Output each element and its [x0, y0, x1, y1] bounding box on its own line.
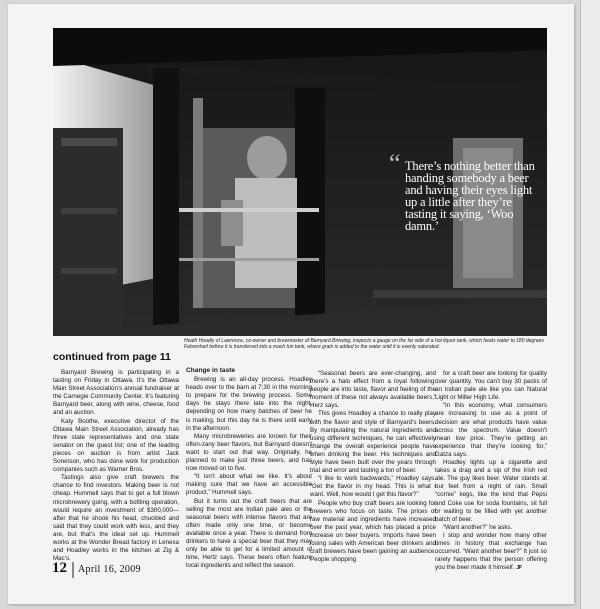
brewery-photo: [53, 28, 547, 336]
paragraph: “It isn’t about what we like. It’s about making sure that we have an accessible product,” Hummell says.: [186, 473, 312, 497]
article-column-3: [310, 370, 436, 564]
paragraph-text: I stop and wonder how many other times in history that exchange has occurred. “Want another beer?” It just so rarely happens that the person offering you the beer made it himself.: [435, 531, 547, 572]
paragraph: This gives Hoadley a chance to really play with the flavor and style of Barnyard’s beers. By manipulating the natural ingredients and using different techniques, he can effectively change the overall experience people have when drinking the beer. His techniques and style have been built over the years through trial and error and tasting a ton of beer.: [310, 410, 436, 475]
paragraph: “In this economy, what consumers are increasing to use as a point of decision are what products have value across the spectrum. Value doesn’t mean low price. They’re getting an experience that they’re looking for,” Gatza says.: [435, 402, 547, 458]
quote-mark-icon: “: [389, 149, 401, 178]
paragraph: Brewing is an all-day process. Hoadley heads over to the barn at 7:30 in the morning to prepare for the brewing process. Some days he stays there late into the night, depending on how many batches of beer he is making, but this day he is there until early in the afternoon.: [186, 376, 312, 432]
paragraph: “Seasonal beers are ever-changing, and there’s a halo effect from a loyal following: people are into taste, flavor and feeling of the moment of these not always available beers,” Herz says.: [310, 370, 436, 410]
paragraph: People who buy craft beers are looking for brewers who focus on taste. The prices of raw material and ingredients have increased over the past year, which has placed a price increase on beer buyers. Imports have been losing sales with American beer drinkers and craft brewers have been gaining an audience. People shopping: [310, 499, 436, 564]
paragraph: for a craft beer are looking for quality over quantity. You can’t buy 30 packs of an Indian pale ale like you can Natural Light or Miller High Life.: [435, 370, 547, 402]
paragraph: Hoadley lights up a cigarette and takes a drag and a sip of the Irish red ale. The guy likes beer. Water stands at our feet from a night of rain. Small “cornie” kegs, like the kind that Pepsi and Coke use for soda fountains, sit full or waiting to be filled with yet another batch of beer.: [435, 459, 547, 523]
article-column-1: [53, 369, 179, 563]
paragraph: “I like to work backwards,” Hoadley says. “Get the flavor in my head. This is what I want. Well, how would I get this flavor?”: [310, 475, 436, 499]
paragraph: Katy Boothe, executive director of the Ottawa Main Street Association, already has three state representatives and one state senator on the guest list; one of the leading pieces on auction is from artist Jack Sorenson, who has done work for production companies such as Warner Bros.: [53, 417, 179, 474]
paragraph: Many microbreweries are known for their often-zany beer flavors, but Barnyard doesn’t want to start out that way. Originally, he planned to make just three beers, and has now moved on to five.: [186, 432, 312, 473]
magazine-page: [8, 4, 574, 604]
article-column-2: [186, 367, 312, 570]
paragraph: Tastings also give craft brewers the chance to find investors. Making beer is not cheap. Hummell says that to get a full blown microbrewery going, with a bottling operation, would require an investment of $300,000—after that he shook his head, chuckled and said that they could work with less, and they are, but that’s the ideal set up. Hummell works at the Wonder Bread factory in Lenexa and Hoadley works in the kitchen at Zig & Mac’s.: [53, 474, 179, 563]
paragraph: “Want another?” he asks.: [443, 523, 513, 531]
end-mark: JP: [516, 565, 522, 572]
continued-heading: continued from page 11: [53, 351, 171, 363]
page-number: 12: [52, 560, 67, 576]
footer-divider: [72, 562, 74, 578]
issue-date: April 16, 2009: [78, 564, 141, 575]
paragraph: [435, 532, 547, 572]
paragraph: But it turns out the craft beers that are selling the most are Indian pale ales or the seasonal beers with intense flavors that are often made only one time, or become available once a year. There is demand from drinkers to have a special beer that they may only be able to get for a limited amount of time, Hertz says. These beers often feature local ingredients and reflect the season.: [186, 497, 312, 570]
photo-caption: Heath Hoadly of Lawrence, co-owner and brewmaster of Barnyard Brewing, inspects a gauge on the far side of a hot liquor tank, which heats water to 180 degrees Fahrenheit before it is transferred into a mash tun tank, where grain is added to the water until it is evenly saturated.: [184, 338, 544, 351]
pull-quote: There’s nothing better than handing somebody a beer and having their eyes light up a little after they’re tasting it saying, ‘Woo damn.’: [405, 159, 535, 233]
paragraph: Barnyard Brewing is participating in a tasting on Friday in Ottawa. It’s the Ottawa Main Street Association’s annual fundraiser at the Carnegie Community Center. It’s featuring Barnyard beer, along with wine, cheese, food and an auction.: [53, 369, 179, 417]
subheading: Change in taste: [186, 367, 236, 374]
article-column-4: [435, 370, 547, 572]
adjacent-page-edge: [580, 0, 600, 609]
